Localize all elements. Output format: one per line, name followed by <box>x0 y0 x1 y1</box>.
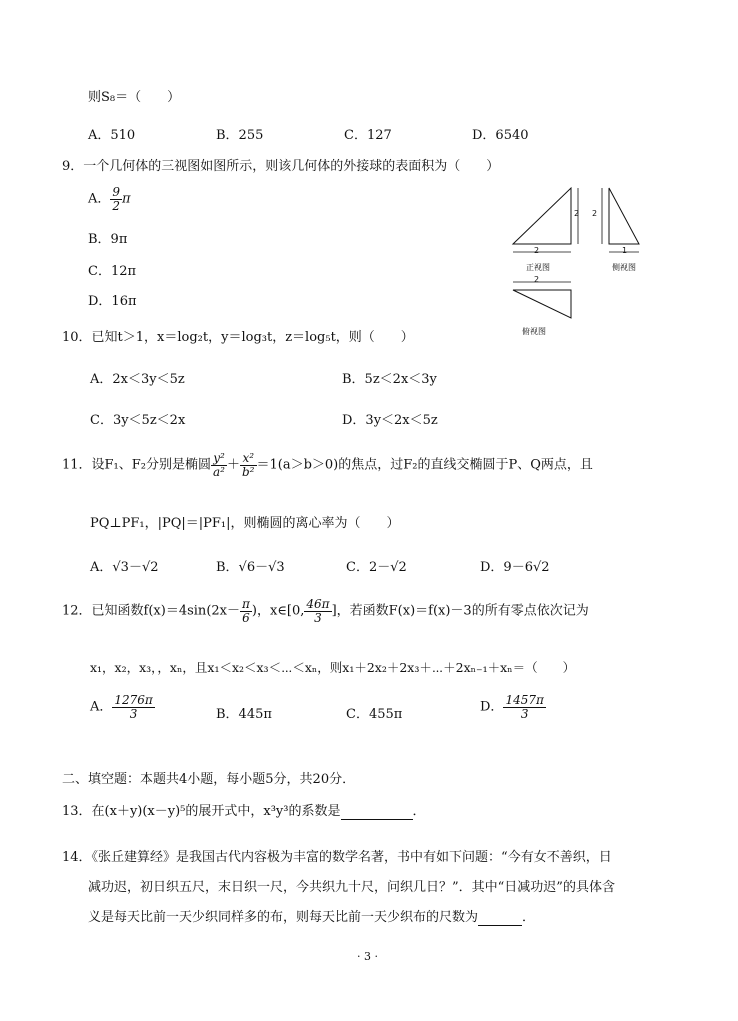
dim-side-width: 1 <box>622 246 628 255</box>
q11-frac-x-num: x² <box>240 452 257 466</box>
q11-suffix: ＝1(a＞b＞0)的焦点，过F₂的直线交椭圆于P、Q两点，且 <box>256 457 593 473</box>
q11-frac-x-den: b² <box>242 464 255 479</box>
q13-text: 13．在(x＋y)(x－y)⁵的展开式中，x³y³的系数是 <box>62 804 341 819</box>
top-view-shape <box>513 290 571 318</box>
q12-option-d-fraction <box>503 694 545 720</box>
q8-option-b: B．255 <box>216 128 264 143</box>
q9-option-a-prefix: A． <box>88 191 111 207</box>
q11-frac-y-den: a² <box>213 464 225 479</box>
q12-frac-interval-den: 3 <box>314 610 322 625</box>
front-view-shape <box>513 188 571 244</box>
q11-option-c: C．2－√2 <box>346 560 407 575</box>
dim-top-width: 2 <box>534 275 540 284</box>
q12-frac-pi6-den: 6 <box>242 610 250 625</box>
q8-option-c: C．127 <box>344 128 392 143</box>
q14-line3-text: 义是每天比前一天少织同样多的布，则每天比前一天少织布的尺数为 <box>88 910 479 925</box>
q11-stem <box>62 452 593 478</box>
q12-frac-pi6-num: π <box>242 597 250 611</box>
q11-prefix: 11．设F₁、F₂分别是椭圆 <box>62 457 212 473</box>
q9-option-a-fraction <box>110 186 122 212</box>
section-2-heading: 二、填空题：本题共4小题，每小题5分，共20分． <box>62 772 356 787</box>
q11-option-d: D．9－6√2 <box>480 560 550 575</box>
dim-front-width: 2 <box>534 246 540 255</box>
q12-option-d-den: 3 <box>520 706 529 721</box>
q10-stem: 10．已知t＞1，x＝log₂t，y＝log₃t，z＝log₅t，则（ ） <box>62 330 414 345</box>
q10-option-c: C．3y＜5z＜2x <box>90 413 186 428</box>
side-view-label: 侧视图 <box>612 263 636 272</box>
side-view-shape <box>609 188 639 244</box>
q12-paren-left: (2x－ <box>206 603 240 619</box>
q9-option-a <box>88 186 131 212</box>
q12-prefix: 12．已知函数f(x)＝4sin <box>62 603 207 619</box>
q14-line3 <box>88 906 535 926</box>
q12-option-a-num: 1276π <box>114 693 153 707</box>
q12-option-a-den: 3 <box>129 706 138 721</box>
q13-answer-blank[interactable] <box>341 804 413 820</box>
q12-frac-pi6 <box>240 598 252 624</box>
q9-option-a-den: 2 <box>112 198 121 213</box>
q12-option-b: B．445π <box>216 707 272 722</box>
q8-option-a: A．510 <box>88 128 136 143</box>
q9-option-b: B．9π <box>88 232 128 247</box>
q12-stem <box>62 598 589 624</box>
q14-end: ． <box>522 910 536 925</box>
q13-end: ． <box>412 804 426 819</box>
q11-plus: ＋ <box>226 457 240 473</box>
q12-option-d-num: 1457π <box>505 693 544 707</box>
page-number: · 3 · <box>357 950 378 963</box>
q9-option-a-suffix: π <box>122 191 131 207</box>
front-view-label: 正视图 <box>526 263 550 272</box>
q13-stem <box>62 800 426 820</box>
q11-option-a: A．√3－√2 <box>90 560 159 575</box>
top-view-label: 俯视图 <box>522 327 546 336</box>
q14-line2: 减功迟，初日织五尺，末日织一尺，今共织九十尺，问织几日？”．其中“日减功迟”的具体含 <box>88 880 615 895</box>
q12-frac-interval-num: 46π <box>306 597 330 611</box>
q8-stem: 则S₈＝（ ） <box>88 90 181 105</box>
q12-frac-interval <box>304 598 331 624</box>
q12-interval-right: ] <box>331 603 337 619</box>
q12-option-a-fraction <box>112 694 154 720</box>
q12-option-d <box>480 694 546 720</box>
dim-front-height: 2 <box>574 209 580 218</box>
q11-frac-x <box>240 452 257 478</box>
q10-option-a: A．2x＜3y＜5z <box>90 372 185 387</box>
q9-option-d: D．16π <box>88 294 137 309</box>
q10-option-b: B．5z＜2x＜3y <box>342 372 437 387</box>
q9-option-c: C．12π <box>88 264 137 279</box>
dim-side-height: 2 <box>592 209 598 218</box>
q11-frac-y-num: y² <box>211 452 227 466</box>
q14-answer-blank[interactable] <box>478 910 522 926</box>
q11-line2: PQ⊥PF₁，|PQ|＝|PF₁|，则椭圆的离心率为（ ） <box>90 516 400 531</box>
q11-option-b: B．√6－√3 <box>216 560 285 575</box>
q12-option-c: C．455π <box>346 707 403 722</box>
q12-paren-right: )，x∈ <box>251 603 287 619</box>
q11-frac-y <box>211 452 227 478</box>
q9-stem: 9．一个几何体的三视图如图所示，则该几何体的外接球的表面积为（ ） <box>62 159 500 174</box>
q14-line1: 14．《张丘建算经》是我国古代内容极为丰富的数学名著，书中有如下问题：“今有女不善织，日 <box>62 850 612 865</box>
q12-line2: x₁，x₂，x₃，，xₙ，且x₁＜x₂＜x₃＜⋯＜xₙ，则x₁＋2x₂＋2x₃＋⋯＋2xₙ₋₁＋xₙ＝（ ） <box>90 660 576 675</box>
q10-option-d: D．3y＜2x＜5z <box>342 413 438 428</box>
q12-option-d-prefix: D． <box>480 699 504 715</box>
q12-suffix: ，若函数F(x)＝f(x)－3的所有零点依次记为 <box>336 603 589 619</box>
q12-interval-left: [0, <box>286 603 305 619</box>
q12-option-a-prefix: A． <box>90 699 113 715</box>
q8-option-d: D．6540 <box>472 128 529 143</box>
q9-option-a-num: 9 <box>112 185 121 199</box>
q12-option-a <box>90 694 155 720</box>
